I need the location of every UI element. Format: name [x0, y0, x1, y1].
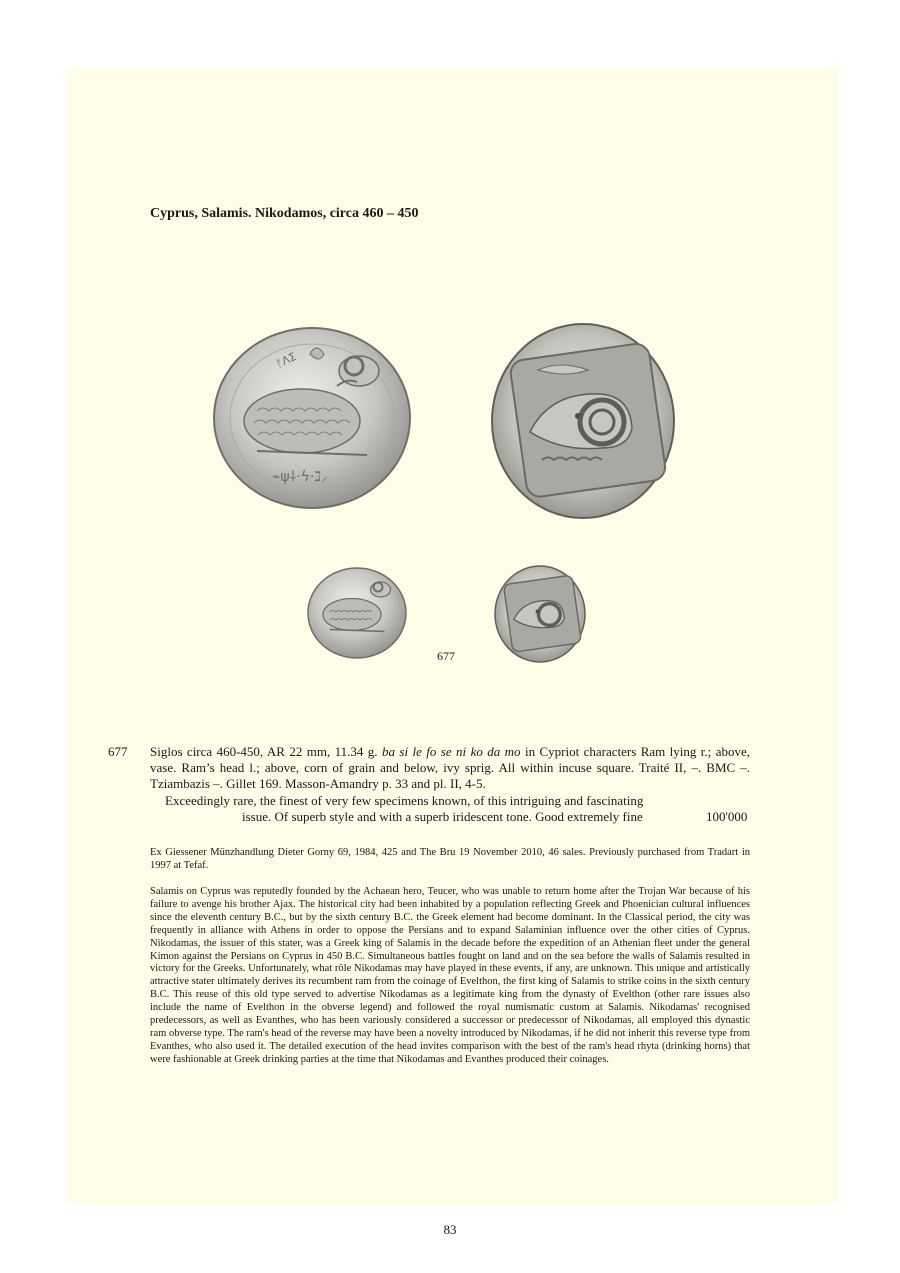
historical-essay: Salamis on Cyprus was reputedly founded by the Achaean hero, Teucer, who was unable to return home after the Trojan War because of his failure to avenge his brother Ajax. The historical city had been inhabited by a population reflecting Greek and Phoenician cultural influences since the eleventh century B.C., but by the sixth century B.C. the Greek element had become dominant. In the Classical period, the city was frequently in alliance with Athens in order to oppose the Persians and to expand Salaminian influence over the other cities of Cyprus. Nikodamas, the issuer of this stater, was a Greek king of Salamis in the decade before the expedition of an Athenian fleet under the general Kimon against the Persians on Cyprus in 450 B.C. Simultaneous battles fought on land and on the sea before the walls of Salamis resulted in victory for the Greeks. Unfortunately, what rôle Nikodamas may have played in these events, if any, are unknown. This unique and artistically attractive stater ultimately derives its recumbent ram from the coinage of Evelthon, the first king of Salamis to strike coins in the sixth century B.C. This reuse of this old type served to advertise Nikodamas as a legitimate king from the dynasty of Evelthon (other rare issues also include the name of Evelthon in the obverse legend) and followed the royal numismatic custom at Salamis. Nikodamas' recognised predecessors, as well as Evanthes, who has been variously considered a successor or predecessor of Nikodamas, all employed this dynastic ram obverse type. The ram's head of the reverse may have been a novelty introduced by Nikodamas, if he did not inherit this reverse type from Evanthes, who also used it. The detailed execution of the head invites comparison with the best of the ram's head rhyta (drinking horns) that were fashionable at Greek drinking parties at the time that Nikodamas and Evanthes produced their coinages. — [150, 886, 750, 1065]
reverse-coin-large — [490, 322, 676, 520]
obverse-coin-small — [307, 567, 407, 659]
cypriot-legend: ba si le fo se ni ko da mo — [381, 744, 521, 759]
svg-text:ᚠΛΣ: ᚠΛΣ — [273, 350, 299, 371]
desc-part-1: Siglos circa 460-450, AR 22 mm, 11.34 g. — [150, 744, 382, 759]
reverse-coin-small — [494, 565, 586, 663]
page-number: 83 — [443, 1222, 457, 1237]
rarity-line-2: issue. Of superb style and with a superb iridescent tone. Good extremely fine — [242, 809, 643, 824]
lot-heading: Cyprus, Salamis. Nikodamos, circa 460 – 450 — [150, 206, 419, 221]
rarity-line-1: Exceedingly rare, the finest of very few specimens known, of this intriguing and fascinating — [165, 793, 644, 808]
estimate: 100'000 — [706, 809, 748, 824]
lot-description — [150, 744, 750, 792]
obverse-coin-large — [212, 326, 412, 510]
svg-text:⌁ψ⸸·ϟ·ℷ⸝: ⌁ψ⸸·ϟ·ℷ⸝ — [272, 469, 328, 485]
provenance: Ex Giessener Münzhandlung Dieter Gorny 69, 1984, 425 and The Bru 19 November 2010, 46 sales. Previously purchased from Tradart in 1997 at Tefaf. — [150, 847, 750, 871]
plate-number: 677 — [437, 649, 455, 663]
desc-part-2: in Cypriot characters Ram lying r.; above, vase. Ram’s head l.; above, corn of grain and below, ivy sprig. All within incuse square. Traité II, –. BMC –. Tziambazis –. Gillet 169. Masson-Amandry p. 33 and pl. II, 4-5. — [150, 744, 750, 791]
lot-number: 677 — [108, 744, 128, 759]
